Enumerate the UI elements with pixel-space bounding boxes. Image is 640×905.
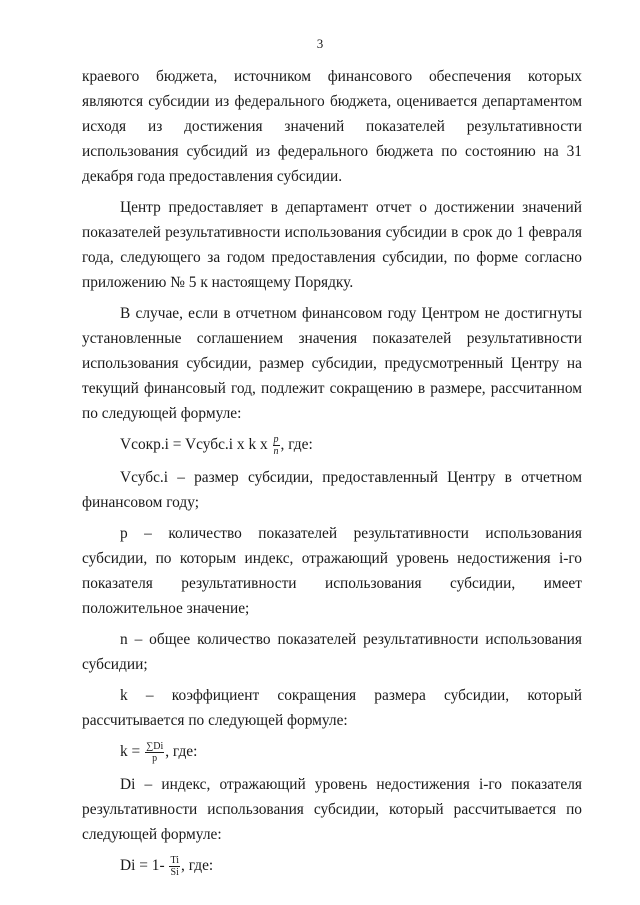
paragraph-def-p: р – количество показателей результативности использования субсидии, по которым индекс, отражающий уровень недостижения i-го показателя результативности использования субсидии, имеет положительное значение; [82, 525, 582, 617]
paragraph-budget-evaluation: краевого бюджета, источником финансового обеспечения которых являются субсидии из федерального бюджета, оценивается департаментом исходя из достижения значений показателей результативности использования субсидий из федерального бюджета по состоянию на 31 декабря года предоставления субсидии. [82, 68, 582, 185]
formula-reduction-fraction [273, 434, 280, 457]
formula-index-denominator: Si [170, 866, 179, 878]
paragraph-def-di: Di – индекс, отражающий уровень недостижения i-го показателя результативности использования субсидии, который рассчитывается по следующей формуле: [82, 776, 582, 843]
paragraph-def-n: n – общее количество показателей результативности использования субсидии; [82, 631, 582, 673]
formula-reduction [82, 432, 582, 457]
formula-reduction-denominator: n [273, 445, 279, 457]
formula-coefficient [82, 739, 582, 764]
formula-index-lhs: Di = 1- [120, 857, 165, 874]
page-number: 3 [316, 36, 324, 51]
formula-index-fraction [169, 855, 180, 878]
formula-reduction-numerator: p [273, 433, 279, 445]
formula-index-numerator: Ti [170, 854, 179, 866]
paragraph-report-submission: Центр предоставляет в департамент отчет о достижении значений показателей результативности использования субсидии в срок до 1 февраля года, следующего за годом предоставления субсидии, по форме согласно приложению № 5 к настоящему Порядку. [82, 199, 582, 291]
formula-coefficient-lhs: k = [120, 743, 141, 760]
paragraph-reduction-condition: В случае, если в отчетном финансовом году Центром не достигнуты установленные соглашением значения показателей результативности использования субсидии, размер субсидии, предусмотренный Центру на текущий финансовый год, подлежит сокращению в размере, рассчитанном по следующей формуле: [82, 305, 582, 422]
formula-reduction-tail: , где: [280, 436, 313, 453]
formula-index-tail: , где: [181, 857, 214, 874]
formula-reduction-lhs: Vсокр.i = Vсубс.i х k х [120, 436, 268, 453]
formula-coefficient-denominator: p [152, 752, 158, 764]
formula-index [82, 853, 582, 878]
paragraph-def-k: k – коэффициент сокращения размера субсидии, который рассчитывается по следующей формуле: [82, 687, 582, 729]
document-body [82, 64, 582, 886]
paragraph-def-vsubs: Vсубс.i – размер субсидии, предоставленный Центру в отчетном финансовом году; [82, 469, 582, 511]
formula-coefficient-numerator: ∑Di [146, 740, 164, 752]
formula-coefficient-tail: , где: [165, 743, 198, 760]
formula-coefficient-fraction [145, 741, 164, 764]
